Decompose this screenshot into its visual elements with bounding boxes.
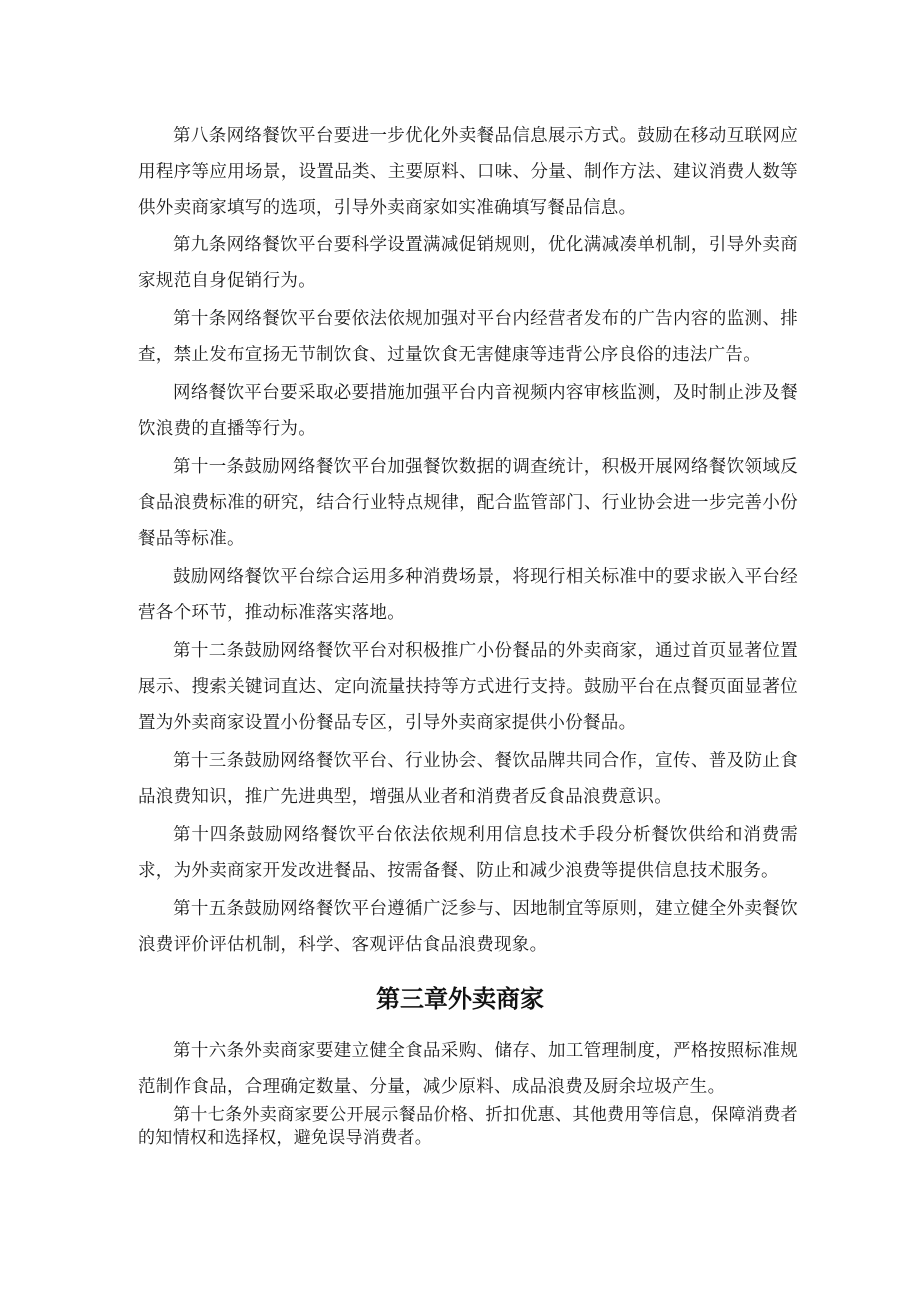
article-10-second-paragraph: 网络餐饮平台要采取必要措施加强平台内音视频内容审核监测，及时制止涉及餐饮浪费的直播等行为。 — [138, 383, 798, 439]
article-11-second-paragraph: 鼓励网络餐饮平台综合运用多种消费场景，将现行相关标准中的要求嵌入平台经营各个环节，推动标准落实落地。 — [138, 567, 798, 623]
article-9-paragraph: 第九条网络餐饮平台要科学设置满减促销规则，优化满减凑单机制，引导外卖商家规范自身促销行为。 — [138, 235, 798, 291]
article-16-paragraph: 第十六条外卖商家要建立健全食品采购、储存、加工管理制度，严格按照标准规范制作食品，合理确定数量、分量，减少原料、成品浪费及厨余垃圾产生。 — [138, 1041, 798, 1097]
article-13-paragraph: 第十三条鼓励网络餐饮平台、行业协会、餐饮品牌共同合作，宣传、普及防止食品浪费知识，推广先进典型，增强从业者和消费者反食品浪费意识。 — [138, 751, 798, 807]
article-11-paragraph: 第十一条鼓励网络餐饮平台加强餐饮数据的调查统计，积极开展网络餐饮领域反食品浪费标准的研究，结合行业特点规律，配合监管部门、行业协会进一步完善小份餐品等标准。 — [138, 457, 798, 549]
article-12-paragraph: 第十二条鼓励网络餐饮平台对积极推广小份餐品的外卖商家，通过首页显著位置展示、搜索关键词直达、定向流量扶持等方式进行支持。鼓励平台在点餐页面显著位置为外卖商家设置小份餐品专区，引导外卖商家提供小份餐品。 — [138, 641, 798, 733]
article-15-paragraph: 第十五条鼓励网络餐饮平台遵循广泛参与、因地制宜等原则，建立健全外卖餐饮浪费评价评估机制，科学、客观评估食品浪费现象。 — [138, 899, 798, 955]
article-14-paragraph: 第十四条鼓励网络餐饮平台依法依规利用信息技术手段分析餐饮供给和消费需求，为外卖商家开发改进餐品、按需备餐、防止和减少浪费等提供信息技术服务。 — [138, 825, 798, 881]
article-10-paragraph: 第十条网络餐饮平台要依法依规加强对平台内经营者发布的广告内容的监测、排查，禁止发布宣扬无节制饮食、过量饮食无害健康等违背公序良俗的违法广告。 — [138, 309, 798, 365]
article-17-paragraph: 第十七条外卖商家要公开展示餐品价格、折扣优惠、其他费用等信息，保障消费者的知情权和选择权，避免误导消费者。 — [138, 1105, 798, 1148]
chapter-heading: 第三章外卖商家 — [376, 985, 544, 1013]
article-8-paragraph: 第八条网络餐饮平台要进一步优化外卖餐品信息展示方式。鼓励在移动互联网应用程序等应用场景，设置品类、主要原料、口味、分量、制作方法、建议消费人数等供外卖商家填写的选项，引导外卖商家如实准确填写餐品信息。 — [138, 126, 798, 218]
